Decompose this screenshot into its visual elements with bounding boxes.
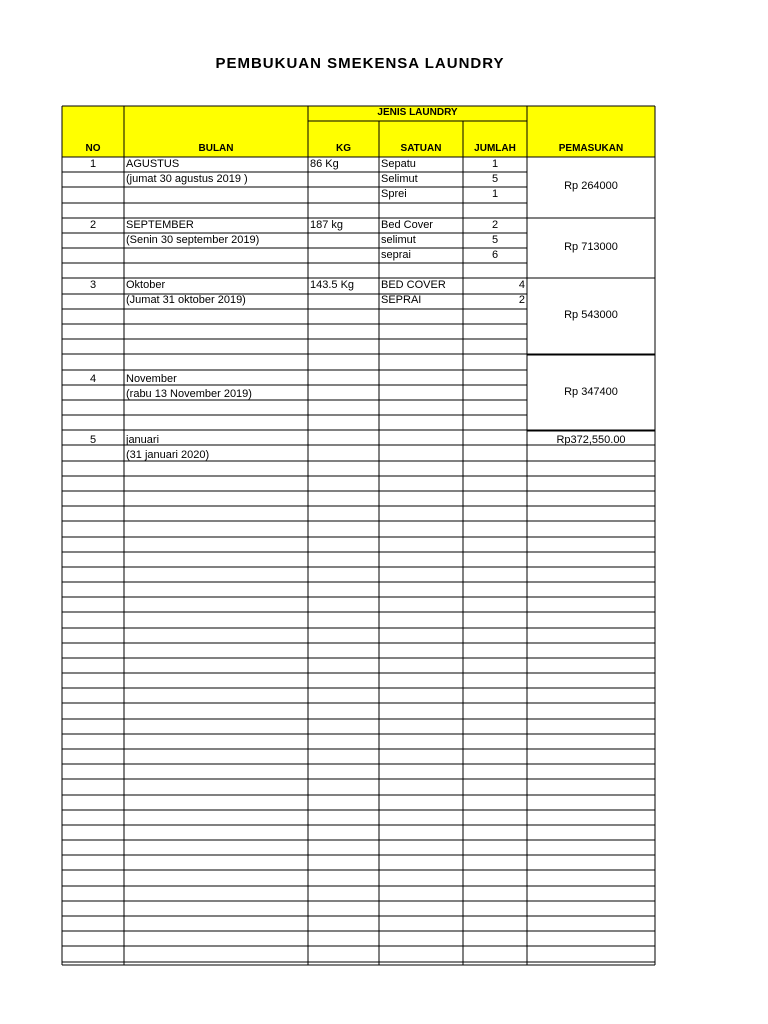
record-3-tanggal: (Jumat 31 oktober 2019)	[126, 294, 246, 306]
record-5-tanggal: (31 januari 2020)	[126, 449, 210, 461]
record-1-satuan-1: Sepatu	[381, 158, 416, 170]
record-1-kg: 86 Kg	[310, 158, 339, 170]
record-1-pemasukan: Rp 264000	[564, 180, 618, 192]
record-5-pemasukan: Rp372,550.00	[556, 434, 626, 446]
record-5-no: 5	[89, 434, 97, 446]
record-3-satuan-2: SEPRAI	[381, 294, 422, 306]
record-4-bulan: November	[126, 373, 177, 385]
record-1-jumlah-3: 1	[491, 188, 499, 200]
record-1-jumlah-1: 1	[491, 158, 499, 170]
record-2-satuan-3: seprai	[381, 249, 411, 261]
header-jumlah: JUMLAH	[474, 143, 516, 154]
record-1-no: 1	[89, 158, 97, 170]
record-3-jumlah-2: 2	[518, 294, 525, 306]
record-2-satuan-1: Bed Cover	[381, 219, 433, 231]
header-pemasukan: PEMASUKAN	[558, 143, 624, 154]
record-2-jumlah-2: 5	[491, 234, 499, 246]
record-4-tanggal: (rabu 13 November 2019)	[126, 388, 252, 400]
header-satuan: SATUAN	[400, 143, 442, 154]
record-4-pemasukan: Rp 347400	[564, 386, 618, 398]
record-2-bulan: SEPTEMBER	[126, 219, 194, 231]
record-2-no: 2	[89, 219, 97, 231]
record-3-jumlah-1: 4	[518, 279, 525, 291]
record-1-bulan: AGUSTUS	[126, 158, 180, 170]
record-2-kg: 187 kg	[310, 219, 344, 231]
record-2-jumlah-3: 6	[491, 249, 499, 261]
record-3-satuan-1: BED COVER	[381, 279, 446, 291]
record-1-satuan-2: Selimut	[381, 173, 418, 185]
header-no: NO	[85, 143, 101, 154]
record-3-pemasukan: Rp 543000	[564, 309, 618, 321]
record-2-pemasukan: Rp 713000	[564, 241, 618, 253]
record-1-jumlah-2: 5	[491, 173, 499, 185]
record-3-kg: 143.5 Kg	[310, 279, 355, 291]
record-3-no: 3	[89, 279, 97, 291]
page-title: PEMBUKUAN SMEKENSA LAUNDRY	[215, 55, 505, 72]
header-kg: KG	[336, 143, 351, 154]
header-bulan: BULAN	[198, 143, 234, 154]
record-3-bulan: Oktober	[126, 279, 166, 291]
header-jenis-laundry: JENIS LAUNDRY	[377, 107, 458, 118]
record-2-jumlah-1: 2	[491, 219, 499, 231]
record-5-bulan: januari	[126, 434, 160, 446]
record-1-tanggal: (jumat 30 agustus 2019 )	[126, 173, 248, 185]
record-1-satuan-3: Sprei	[381, 188, 407, 200]
record-4-no: 4	[89, 373, 97, 385]
record-2-tanggal: (Senin 30 september 2019)	[126, 234, 260, 246]
record-2-satuan-2: selimut	[381, 234, 416, 246]
